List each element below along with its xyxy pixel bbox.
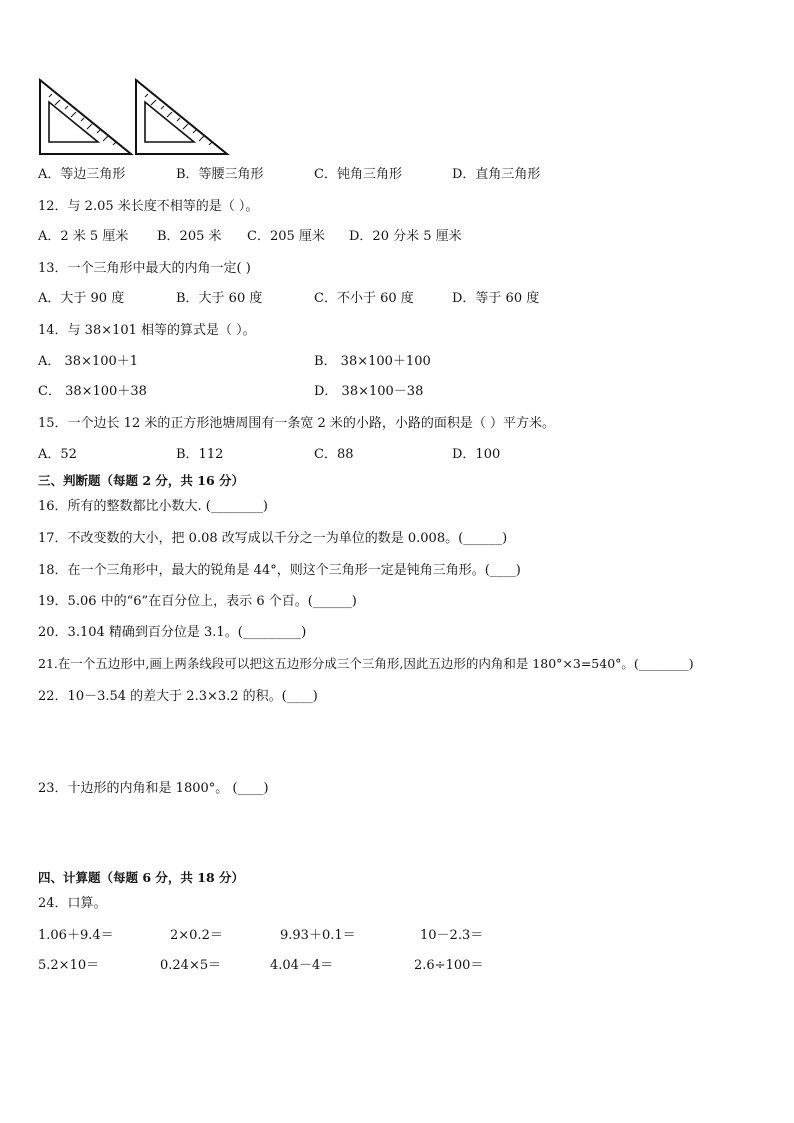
q15-option-a: A．52 bbox=[38, 447, 77, 462]
q24-item: 10－2.3＝ bbox=[420, 928, 484, 943]
q19-statement: 19．5.06 中的“6”在百分位上，表示 6 个百。(______) bbox=[38, 594, 357, 609]
q13-option-a: A．大于 90 度 bbox=[38, 291, 125, 306]
q21-statement: 21.在一个五边形中,画上两条线段可以把这五边形分成三个三角形,因此五边形的内角和是 180°×3=540°。(________) bbox=[38, 656, 694, 671]
set-square-illustration-1 bbox=[38, 78, 134, 156]
q14-stem: 14．与 38×101 相等的算式是（ ）。 bbox=[38, 323, 256, 338]
q15-option-d: D．100 bbox=[452, 447, 501, 462]
q17-statement: 17．不改变数的大小，把 0.08 改写成以千分之一为单位的数是 0.008。(______) bbox=[38, 531, 508, 546]
q11-option-c: C．钝角三角形 bbox=[314, 167, 402, 182]
set-square-illustration-2 bbox=[134, 78, 230, 156]
q24-item: 2.6÷100＝ bbox=[414, 958, 484, 973]
section-3-heading: 三、判断题（每题 2 分，共 16 分） bbox=[38, 473, 245, 488]
q24-item: 4.04－4＝ bbox=[270, 958, 334, 973]
q11-option-a: A．等边三角形 bbox=[38, 167, 126, 182]
q11-option-b: B．等腰三角形 bbox=[176, 167, 264, 182]
q24-item: 1.06＋9.4＝ bbox=[38, 928, 114, 943]
q13-option-c: C．不小于 60 度 bbox=[314, 291, 414, 306]
q14-option-b: B． 38×100＋100 bbox=[314, 354, 431, 369]
q18-statement: 18．在一个三角形中，最大的锐角是 44°，则这个三角形一定是钝角三角形。(____) bbox=[38, 563, 521, 578]
q24-item: 2×0.2＝ bbox=[170, 928, 223, 943]
q13-option-d: D．等于 60 度 bbox=[452, 291, 540, 306]
q12-stem: 12．与 2.05 米长度不相等的是（ ）。 bbox=[38, 199, 259, 214]
q14-option-d: D． 38×100－38 bbox=[314, 384, 424, 399]
q20-statement: 20．3.104 精确到百分位是 3.1。(_________) bbox=[38, 625, 307, 640]
q14-option-c: C． 38×100＋38 bbox=[38, 384, 147, 399]
q15-stem: 15．一个边长 12 米的正方形池塘周围有一条宽 2 米的小路，小路的面积是（ ）平方米。 bbox=[38, 416, 556, 431]
q16-statement: 16．所有的整数都比小数大. (________) bbox=[38, 499, 268, 514]
q12-option-c: C．205 厘米 bbox=[247, 229, 325, 244]
q22-statement: 22．10－3.54 的差大于 2.3×3.2 的积。(____) bbox=[38, 689, 318, 704]
q15-option-b: B．112 bbox=[176, 447, 224, 462]
q13-stem: 13．一个三角形中最大的内角一定( ) bbox=[38, 261, 251, 276]
section-4-heading: 四、计算题（每题 6 分，共 18 分） bbox=[38, 870, 245, 885]
q14-option-a: A． 38×100＋1 bbox=[38, 354, 139, 369]
q24-stem: 24．口算。 bbox=[38, 896, 107, 911]
q12-option-a: A．2 米 5 厘米 bbox=[38, 229, 129, 244]
q23-statement: 23．十边形的内角和是 1800°。 (____) bbox=[38, 781, 269, 796]
q24-item: 5.2×10＝ bbox=[38, 958, 100, 973]
q11-option-d: D．直角三角形 bbox=[452, 167, 541, 182]
q24-item: 0.24×5＝ bbox=[160, 958, 222, 973]
q24-item: 9.93＋0.1＝ bbox=[280, 928, 356, 943]
q15-option-c: C．88 bbox=[314, 447, 354, 462]
q12-option-d: D．20 分米 5 厘米 bbox=[349, 229, 462, 244]
q12-option-b: B．205 米 bbox=[157, 229, 222, 244]
q13-option-b: B．大于 60 度 bbox=[176, 291, 263, 306]
